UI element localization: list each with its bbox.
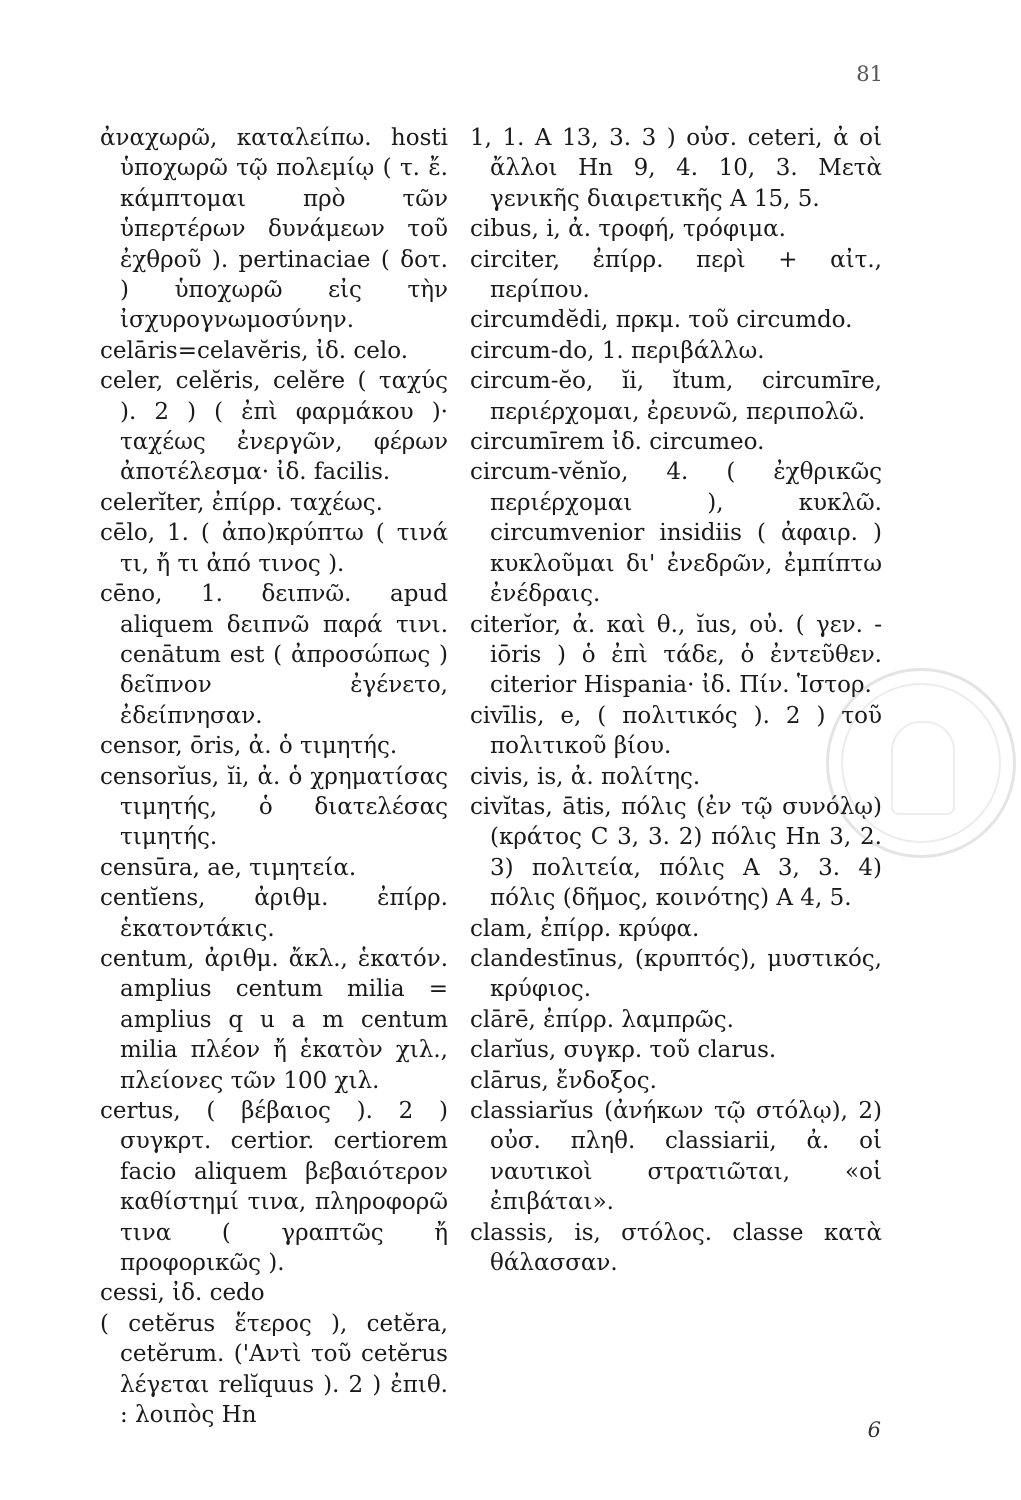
dictionary-entry: clārē, ἐπίρρ. λαμπρῶς. [470, 1006, 734, 1033]
right-column [470, 123, 882, 1278]
dictionary-entry: celāris=celavĕris, ἰδ. celo. [100, 337, 409, 364]
dictionary-entry: civīlis, e, ( πολιτικός ). 2 ) τοῦ πολιτικοῦ βίου. [470, 702, 882, 760]
dictionary-entry: clarĭus, συγκρ. τοῦ clarus. [470, 1037, 777, 1064]
dictionary-entry: cessi, ἰδ. cedo [100, 1280, 265, 1307]
dictionary-entry: circum-do, 1. περιβάλλω. [470, 337, 765, 364]
left-column [100, 123, 448, 1430]
dictionary-entry: 1, 1. Α 13, 3. 3 ) οὐσ. ceteri, ἀ οἱ ἄλλοι Ηn 9, 4. 10, 3. Μετὰ γενικῆς διαιρετικῆς Α 15, 5. [470, 125, 882, 212]
dictionary-entry: cēno, 1. δειπνῶ. apud aliquem δειπνῶ παρά τινι. cenātum est ( ἀπροσώπως ) δεῖπνον ἐγένετο, ἐδείπνησαν. [100, 581, 448, 729]
dictionary-entry: classis, is, στόλος. classe κατὰ θάλασσαν. [470, 1219, 882, 1277]
dictionary-entry: civis, is, ἀ. πολίτης. [470, 763, 701, 790]
dictionary-entry: ἀναχωρῶ, καταλείπω. hosti ὑποχωρῶ τῷ πολεμίῳ ( τ. ἔ. κάμπτομαι πρὸ τῶν ὑπερτέρων δυνάμεων τοῦ ἐχθροῦ ). pertinaciae ( δοτ. ) ὑποχωρῶ εἰς τὴν ἰσχυρογνωμοσύνην. [100, 125, 448, 334]
dictionary-entry: cibus, i, ἀ. τροφή, τρόφιμα. [470, 216, 786, 243]
dictionary-entry: circiter, ἐπίρρ. περὶ + αἰτ., περίπου. [470, 246, 882, 304]
dictionary-entry: circum-ĕo, ĭi, ĭtum, circumīre, περιέρχομαι, ἐρευνῶ, περιπολῶ. [470, 368, 882, 425]
dictionary-entry: censor, ōris, ἀ. ὁ τιμητής. [100, 733, 398, 760]
dictionary-entry: censūra, ae, τιμητεία. [100, 854, 357, 881]
dictionary-entry: clam, ἐπίρρ. κρύφα. [470, 915, 700, 942]
page-number: 81 [856, 62, 883, 86]
dictionary-entry: certus, ( βέβαιος ). 2 ) συγκρτ. certior. certiorem facio aliquem βεβαιότερον καθίστημί τινα, πληροφορῶ τινα ( γραπτῶς ἤ προφορικῶς ). [100, 1098, 448, 1277]
dictionary-entry: centĭens, ἀριθμ. ἐπίρρ. ἑκατοντάκις. [100, 885, 448, 942]
dictionary-entry: clārus, ἔνδοξος. [470, 1067, 657, 1094]
signature-mark: 6 [867, 1418, 881, 1442]
dictionary-entry: clandestīnus, (κρυπτός), μυστικός, κρύφιος. [470, 945, 882, 1003]
dictionary-entry: classiarĭus (ἀνήκων τῷ στόλῳ), 2) οὐσ. πληθ. classiarii, ἀ. οἱ ναυτικοὶ στρατιῶται, «οἱ ἐπιβάται». [470, 1098, 882, 1216]
dictionary-entry: celerĭter, ἐπίρρ. ταχέως. [100, 489, 383, 516]
dictionary-entry: civĭtas, ātis, πόλις (ἐν τῷ συνόλῳ) (κράτος C 3, 3. 2) πόλις Ηn 3, 2. 3) πολιτεία, πόλις Α 3, 3. 4) πόλις (δῆμος, κοινότης) Α 4, 5. [470, 793, 882, 912]
dictionary-entry: circumdĕdi, πρκμ. τοῦ circumdo. [470, 307, 853, 334]
dictionary-entry: celer, celĕris, celĕre ( ταχύς ). 2 ) ( ἐπὶ φαρμάκου )· ταχέως ἐνεργῶν, φέρων ἀποτέλεσμα· ἰδ. facilis. [100, 368, 448, 486]
dictionary-entry: circumīrem ἰδ. circumeo. [470, 429, 765, 456]
dictionary-entry: centum, ἀριθμ. ἄκλ., ἑκατόν. amplius centum milia = amplius q u a m centum milia πλέον ἤ ἑκατὸν χιλ., πλείονες τῶν 100 χιλ. [100, 945, 448, 1094]
dictionary-entry: cēlo, 1. ( ἀπο)κρύπτω ( τινά τι, ἤ τι ἀπό τινος ). [100, 520, 448, 577]
dictionary-entry: censorĭus, ĭi, ἀ. ὁ χρηματίσας τιμητής, ὁ διατελέσας τιμητής. [100, 763, 448, 851]
dictionary-entry: ( cetĕrus ἕτερος ), cetĕra, cetĕrum. ('Αντὶ τοῦ cetĕrus λέγεται relĭquus ). 2 ) ἐπιθ. : λοιπὸς Ηn [100, 1310, 448, 1429]
dictionary-entry: citerĭor, ἀ. καὶ θ., ĭus, οὐ. ( γεν. -iōris ) ὁ ἐπὶ τάδε, ὁ ἐντεῦθεν. citerior Hispania· ἰδ. Πίν. Ἱστορ. [470, 611, 882, 699]
dictionary-entry: circum-vĕnĭo, 4. ( ἐχθρικῶς περιέρχομαι ), κυκλῶ. circumvenior insidiis ( ἀφαιρ. ) κυκλοῦμαι δι' ἐνεδρῶν, ἐμπίπτω ἐνέδραις. [470, 459, 882, 608]
